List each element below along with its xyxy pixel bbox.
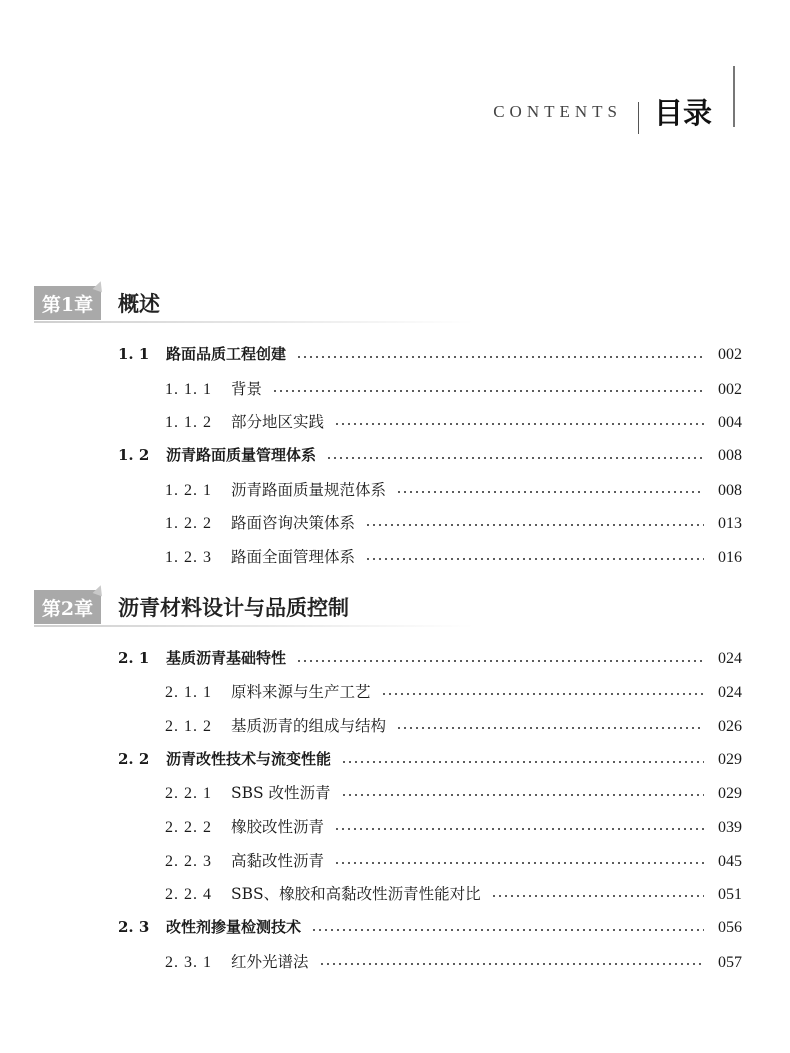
dot-leader	[272, 389, 704, 393]
dot-leader	[334, 861, 704, 865]
chapter-underline	[34, 625, 474, 627]
page-number: 057	[718, 954, 742, 971]
subsection-number: 1. 2. 3	[165, 549, 212, 566]
chapter-title: 概述	[118, 292, 160, 316]
page-number: 029	[718, 751, 742, 768]
subsection-number: 2. 2. 1	[165, 785, 212, 802]
toc-section[interactable]	[118, 916, 742, 940]
toc-section[interactable]	[118, 647, 742, 671]
section-title: 改性剂掺量检测技术	[166, 918, 302, 936]
subsection-title: SBS、橡胶和高黏改性沥青性能对比	[231, 885, 481, 903]
page-number: 008	[718, 482, 742, 499]
subsection-title: 原料来源与生产工艺	[231, 683, 371, 701]
subsection-title: 路面咨询决策体系	[231, 514, 356, 532]
section-number: 2. 2	[118, 750, 150, 768]
subsection-number: 1. 2. 2	[165, 515, 212, 532]
toc-section[interactable]	[118, 343, 742, 367]
page-number: 002	[718, 346, 742, 363]
header-edge-rule	[733, 66, 735, 127]
subsection-number: 2. 2. 2	[165, 819, 212, 836]
dot-leader	[381, 692, 704, 696]
chapter-badge: 第1章	[34, 286, 101, 320]
section-title: 沥青改性技术与流变性能	[166, 750, 332, 768]
page-number: 051	[718, 886, 742, 903]
section-title: 基质沥青基础特性	[166, 649, 287, 667]
subsection-number: 1. 1. 2	[165, 414, 212, 431]
dot-leader	[396, 490, 704, 494]
section-number: 2. 1	[118, 649, 150, 667]
dot-leader	[491, 894, 704, 898]
dot-leader	[334, 422, 704, 426]
page-number: 024	[718, 684, 742, 701]
subsection-title: 部分地区实践	[231, 413, 325, 431]
subsection-number: 1. 1. 1	[165, 381, 212, 398]
dot-leader	[311, 928, 704, 932]
dot-leader	[341, 760, 704, 764]
toc-section[interactable]	[118, 748, 742, 772]
subsection-number: 2. 1. 2	[165, 718, 212, 735]
dot-leader	[365, 557, 704, 561]
dot-leader	[365, 523, 704, 527]
toc-header	[0, 66, 790, 146]
dot-leader	[319, 962, 704, 966]
subsection-title: 红外光谱法	[231, 953, 309, 971]
toc-subsection[interactable]	[165, 410, 742, 434]
section-title: 沥青路面质量管理体系	[166, 446, 317, 464]
section-title: 路面品质工程创建	[166, 345, 287, 363]
dot-leader	[396, 726, 704, 730]
page-title: 目录	[654, 96, 713, 130]
subsection-title: 沥青路面质量规范体系	[231, 481, 387, 499]
toc-section[interactable]	[118, 444, 742, 468]
toc-subsection[interactable]	[165, 781, 742, 805]
page-number: 002	[718, 381, 742, 398]
toc-subsection[interactable]	[165, 377, 742, 401]
chapter-title: 沥青材料设计与品质控制	[118, 596, 349, 620]
subsection-number: 2. 2. 4	[165, 886, 212, 903]
dot-leader	[334, 827, 704, 831]
page-number: 024	[718, 650, 742, 667]
chapter-badge: 第2章	[34, 590, 101, 624]
toc-subsection[interactable]	[165, 882, 742, 906]
page-number: 004	[718, 414, 742, 431]
subsection-title: 路面全面管理体系	[231, 548, 356, 566]
chapter-underline	[34, 321, 474, 323]
toc-subsection[interactable]	[165, 815, 742, 839]
dot-leader	[296, 659, 704, 663]
section-number: 1. 2	[118, 446, 150, 464]
subsection-number: 2. 2. 3	[165, 853, 212, 870]
chapter-heading	[34, 286, 734, 324]
section-number: 2. 3	[118, 918, 150, 936]
subsection-title: 背景	[231, 380, 263, 398]
page-number: 026	[718, 718, 742, 735]
toc-subsection[interactable]	[165, 849, 742, 873]
subsection-title: 高黏改性沥青	[231, 852, 325, 870]
page-number: 016	[718, 549, 742, 566]
page-number: 056	[718, 919, 742, 936]
toc-subsection[interactable]	[165, 478, 742, 502]
page-number: 039	[718, 819, 742, 836]
dot-leader	[341, 793, 704, 797]
section-number: 1. 1	[118, 345, 150, 363]
toc-subsection[interactable]	[165, 511, 742, 535]
dot-leader	[326, 456, 704, 460]
subsection-title: 橡胶改性沥青	[231, 818, 325, 836]
page-number: 013	[718, 515, 742, 532]
dot-leader	[296, 355, 704, 359]
toc-subsection[interactable]	[165, 545, 742, 569]
header-divider	[638, 102, 639, 134]
subsection-title: 基质沥青的组成与结构	[231, 717, 387, 735]
page-number: 045	[718, 853, 742, 870]
toc-subsection[interactable]	[165, 680, 742, 704]
page-number: 029	[718, 785, 742, 802]
toc-subsection[interactable]	[165, 714, 742, 738]
subsection-title: SBS 改性沥青	[231, 784, 331, 802]
subsection-number: 2. 3. 1	[165, 954, 212, 971]
subsection-number: 1. 2. 1	[165, 482, 212, 499]
chapter-heading	[34, 590, 734, 628]
subsection-number: 2. 1. 1	[165, 684, 212, 701]
page-number: 008	[718, 447, 742, 464]
contents-label: CONTENTS	[493, 102, 622, 121]
toc-subsection[interactable]	[165, 950, 742, 974]
